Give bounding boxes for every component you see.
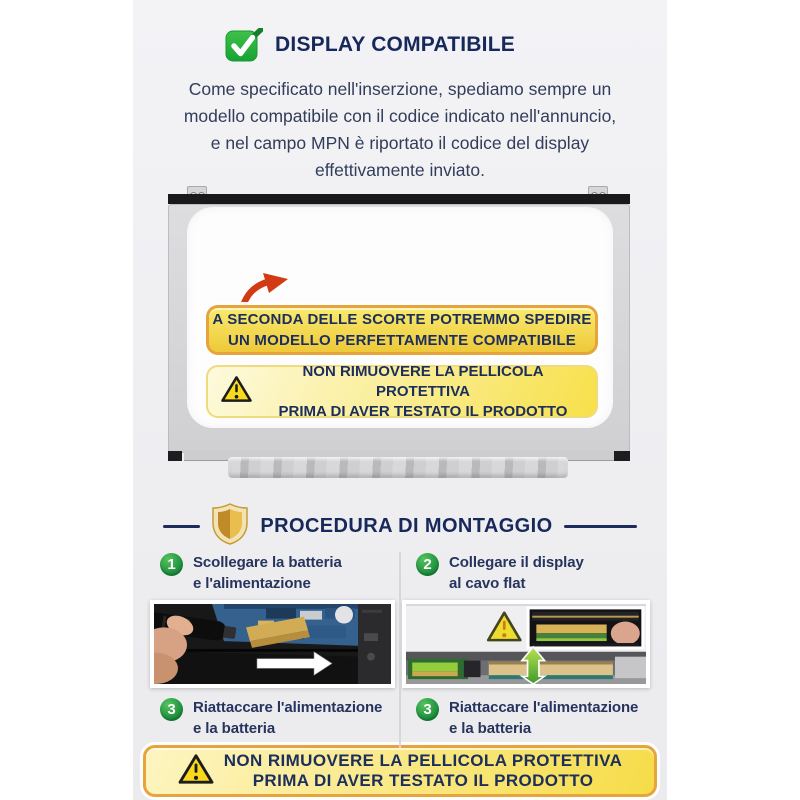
step-text-line: Scollegare la batteria [193,554,342,571]
intro-paragraph [133,76,667,184]
shield-icon [211,503,249,550]
warning-triangle-icon [178,753,214,790]
step-number-badge: 3 [160,698,183,721]
footer-warning-banner [143,745,657,797]
step-text-line: Riattaccare l'alimentazione [449,699,639,716]
step-text-line: Riattaccare l'alimentazione [193,699,383,716]
step-number-badge: 3 [416,698,439,721]
panel-bottom-nub-right [612,451,630,461]
intro-line: modello compatibile con il codice indicato nell'annuncio, [183,106,617,126]
step-text-line: al cavo flat [449,575,526,592]
warning-triangle-icon [221,375,252,408]
page-title: DISPLAY COMPATIBILE [275,33,515,56]
step-number-badge: 1 [160,553,183,576]
step-text-line: Collegare il display [449,554,584,571]
panel-foil-strip [228,457,568,478]
lcd-panel-figure [168,186,630,478]
step-text-line: e l'alimentazione [193,575,311,592]
procedure-header [133,504,667,548]
step-3-right [400,697,667,739]
step-text-line: e la batteria [449,720,532,737]
step-number-badge: 2 [416,553,439,576]
panel-top-strip [168,194,630,204]
footer-warning-line: PRIMA DI AVER TESTATO IL PRODOTTO [252,771,594,790]
intro-line: effettivamente inviato. [315,160,485,180]
divider-line-left [163,525,200,528]
step-2 [400,552,667,594]
intro-line: e nel campo MPN è riportato il codice del display [210,133,590,153]
stock-note-line: UN MODELLO PERFETTAMENTE COMPATIBILE [227,332,577,349]
step-3-left [133,697,400,739]
column-divider [399,552,401,748]
step-1 [133,552,400,594]
disconnect-battery-photo [150,600,395,688]
stock-note [206,305,598,355]
procedure-title: PROCEDURA DI MONTAGGIO [260,514,553,537]
procedure-steps [133,552,667,739]
connect-flat-cable-photo [402,600,650,688]
film-warning-line: NON RIMUOVERE LA PELLICOLA PROTETTIVA [302,362,544,400]
film-warning-note [206,362,598,420]
header-title-row [103,0,637,64]
check-badge-icon [225,28,263,62]
panel-bottom-nub-left [168,451,182,461]
footer-warning-line: NON RIMUOVERE LA PELLICOLA PROTETTIVA [223,751,623,770]
intro-line: Come specificato nell'inserzione, spediamo sempre un [188,79,612,99]
divider-line-right [564,525,637,528]
step-text-line: e la batteria [193,720,276,737]
content-column [133,0,667,800]
stock-note-line: A SECONDA DELLE SCORTE POTREMMO SPEDIRE [212,311,592,328]
film-warning-line: PRIMA DI AVER TESTATO IL PRODOTTO [278,402,568,420]
